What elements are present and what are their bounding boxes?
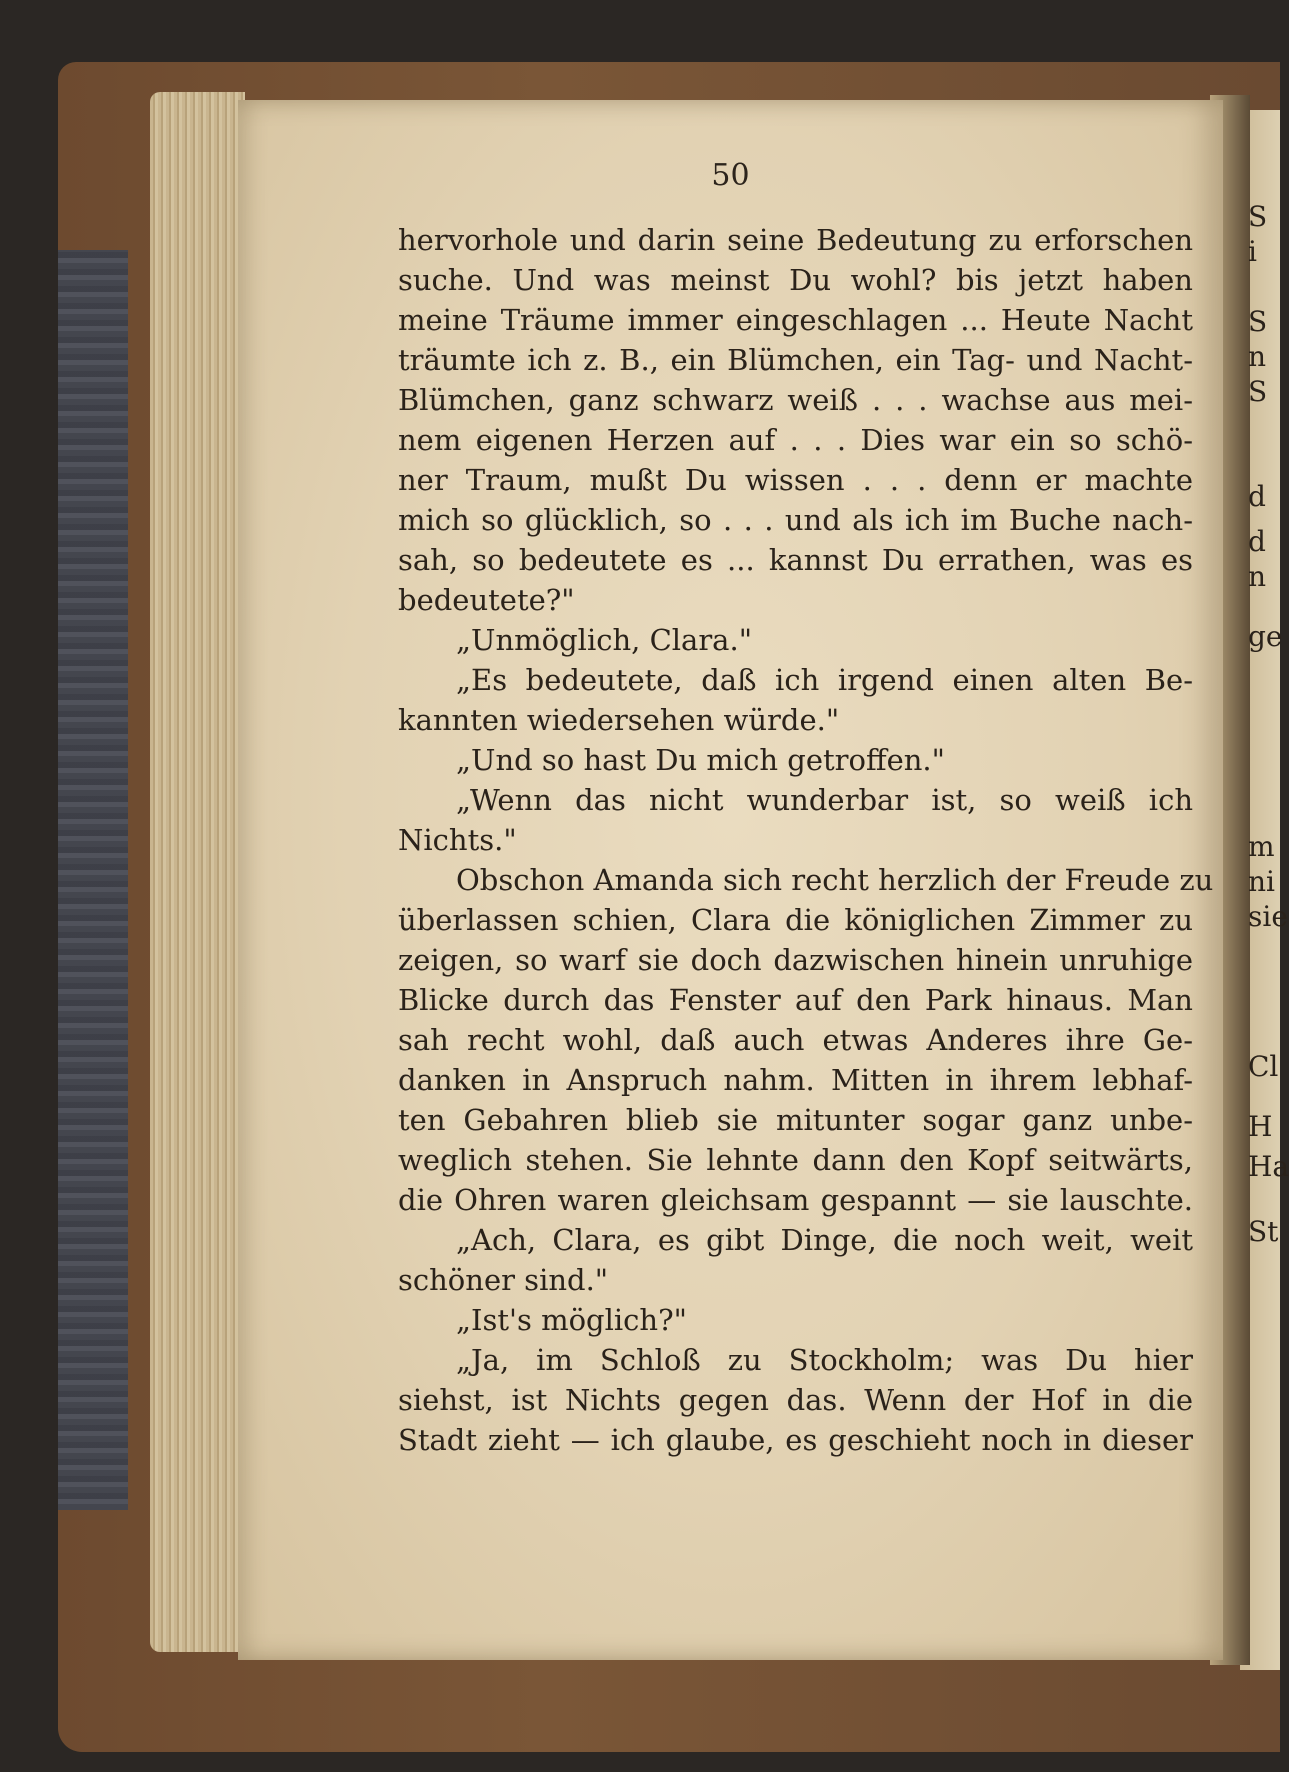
facing-page-fragment: ge <box>1248 620 1283 653</box>
text-line: mich so glücklich, so . . . und als ich im Buche nach- <box>398 503 1193 537</box>
text-line: Blicke durch das Fenster auf den Park hinaus. Man <box>398 983 1193 1017</box>
facing-page-fragment: St <box>1248 1215 1279 1248</box>
text-line: „Ja, im Schloß zu Stockholm; was Du hier <box>456 1343 1193 1377</box>
text-line: nem eigenen Herzen auf . . . Dies war ein so schö- <box>398 423 1193 457</box>
facing-page-fragment: S <box>1248 305 1268 338</box>
facing-page-fragment: m <box>1248 830 1275 863</box>
text-line: ten Gebahren blieb sie mitunter sogar ganz unbe- <box>398 1103 1193 1137</box>
text-line: sah recht wohl, daß auch etwas Anderes ihre Ge- <box>398 1023 1193 1057</box>
facing-page-fragment: n <box>1248 560 1267 593</box>
facing-page-fragment: i <box>1248 235 1257 268</box>
facing-page-fragment: S <box>1248 375 1268 408</box>
facing-page-fragment: n <box>1248 340 1267 373</box>
text-line: Obschon Amanda sich recht herzlich der Freude zu <box>456 863 1214 897</box>
text-line: zeigen, so warf sie doch dazwischen hinein unruhige <box>398 943 1193 977</box>
facing-page-fragment: d <box>1248 525 1266 558</box>
text-line: sah, so bedeutete es ... kannst Du errathen, was es <box>398 543 1193 577</box>
page-edges <box>150 92 245 1652</box>
text-line: siehst, ist Nichts gegen das. Wenn der Hof in die <box>398 1383 1193 1417</box>
facing-page-fragment: Ha <box>1248 1150 1289 1183</box>
text-line: „Wenn das nicht wunderbar ist, so weiß ich <box>456 783 1193 817</box>
facing-page-fragment: sie <box>1248 900 1288 933</box>
facing-page-fragment: d <box>1248 480 1266 513</box>
text-line: schöner sind." <box>398 1263 609 1297</box>
text-line: überlassen schien, Clara die königlichen Zimmer zu <box>398 903 1193 937</box>
text-line: hervorhole und darin seine Bedeutung zu erforschen <box>398 223 1193 257</box>
text-line: weglich stehen. Sie lehnte dann den Kopf seitwärts, <box>398 1143 1193 1177</box>
page-text <box>398 220 1214 1460</box>
book-page <box>238 100 1223 1660</box>
text-line: meine Träume immer eingeschlagen ... Heute Nacht <box>398 303 1193 337</box>
text-line: Blümchen, ganz schwarz weiß . . . wachse aus mei- <box>398 383 1193 417</box>
text-line: ner Traum, mußt Du wissen . . . denn er machte <box>398 463 1193 497</box>
text-line: danken in Anspruch nahm. Mitten in ihrem lebhaf- <box>398 1063 1193 1097</box>
facing-page-fragment: H <box>1248 1110 1273 1143</box>
page-number: 50 <box>711 158 750 193</box>
text-line: „Und so hast Du mich getroffen." <box>456 743 945 777</box>
text-line: bedeutete?" <box>398 583 575 617</box>
facing-page-fragment: Cl <box>1248 1050 1279 1083</box>
facing-page-fragment: S <box>1248 200 1268 233</box>
text-line: suche. Und was meinst Du wohl? bis jetzt haben <box>398 263 1193 297</box>
text-line: die Ohren waren gleichsam gespannt — sie lauschte. <box>398 1183 1193 1217</box>
text-line: träumte ich z. B., ein Blümchen, ein Tag- und Nacht- <box>398 343 1193 377</box>
text-line: kannten wiedersehen würde." <box>398 703 840 737</box>
facing-page-fragment: ni <box>1248 865 1275 898</box>
text-line: „Es bedeutete, daß ich irgend einen alten Be- <box>456 663 1193 697</box>
text-line: Stadt zieht — ich glaube, es geschieht noch in dieser <box>398 1423 1193 1457</box>
text-line: „Ist's möglich?" <box>456 1303 687 1337</box>
text-line: Nichts." <box>398 823 517 857</box>
text-line: „Ach, Clara, es gibt Dinge, die noch weit, weit <box>456 1223 1193 1257</box>
text-line: „Unmöglich, Clara." <box>456 623 753 657</box>
cover-cloth <box>58 250 128 1510</box>
